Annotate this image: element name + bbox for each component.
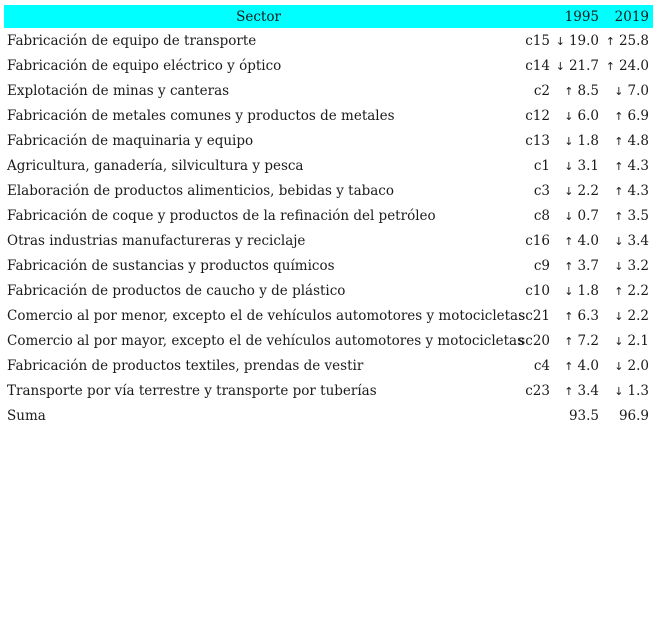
trend-arrow-icon: ↑	[614, 109, 624, 123]
value-1995-number: 2.2	[577, 182, 599, 199]
value-2019	[603, 203, 653, 228]
trend-arrow-icon: ↑	[605, 34, 615, 48]
sector-name: Fabricación de productos textiles, prendas de vestir	[7, 357, 364, 374]
sector-code: sc21	[518, 307, 550, 324]
table-row	[4, 153, 653, 178]
sector-name: Elaboración de productos alimenticios, bebidas y tabaco	[7, 182, 394, 199]
table-row	[4, 203, 653, 228]
sector-code: c12	[525, 107, 550, 124]
value-2019-number: 2.1	[627, 332, 649, 349]
value-2019	[603, 28, 653, 53]
table-body	[4, 28, 653, 428]
value-1995-number: 6.3	[577, 307, 599, 324]
value-1995	[554, 253, 603, 278]
sector-name: Fabricación de sustancias y productos químicos	[7, 257, 335, 274]
value-2019-number: 3.5	[627, 207, 649, 224]
total-code	[513, 403, 554, 428]
trend-arrow-icon: ↑	[614, 134, 624, 148]
value-1995	[554, 28, 603, 53]
value-2019	[603, 253, 653, 278]
value-1995-number: 3.1	[577, 157, 599, 174]
sector-name: Explotación de minas y canteras	[7, 82, 230, 99]
trend-arrow-icon: ↑	[564, 259, 574, 273]
sector-name: Otras industrias manufactureras y reciclaje	[7, 232, 306, 249]
value-1995	[554, 328, 603, 353]
sector-name: Fabricación de metales comunes y productos de metales	[7, 107, 395, 124]
total-label: Suma	[7, 407, 46, 424]
sector-code: c8	[533, 207, 550, 224]
sector-code: c3	[533, 182, 550, 199]
sector-name: Comercio al por mayor, excepto el de vehículos automotores y motocicletas	[7, 332, 525, 349]
value-1995-number: 4.0	[577, 357, 599, 374]
trend-arrow-icon: ↑	[614, 209, 624, 223]
value-1995	[554, 378, 603, 403]
sector-code: c1	[533, 157, 550, 174]
value-2019-number: 25.8	[618, 32, 649, 49]
value-2019-number: 1.3	[627, 382, 649, 399]
value-2019	[603, 153, 653, 178]
sector-name: Comercio al por menor, excepto el de vehículos automotores y motocicletas	[7, 307, 526, 324]
trend-arrow-icon: ↓	[555, 59, 565, 73]
value-2019	[603, 353, 653, 378]
value-2019-number: 4.3	[627, 157, 649, 174]
sector-code: c9	[533, 257, 550, 274]
trend-arrow-icon: ↑	[564, 234, 574, 248]
value-2019-number: 2.2	[627, 282, 649, 299]
value-2019	[603, 303, 653, 328]
value-2019-number: 7.0	[627, 82, 649, 99]
trend-arrow-icon: ↓	[564, 209, 574, 223]
header-year-2019: 2019	[614, 8, 649, 25]
value-1995-number: 3.7	[577, 257, 599, 274]
header-sector: Sector	[236, 8, 281, 25]
table-row	[4, 253, 653, 278]
value-1995-number: 19.0	[568, 32, 599, 49]
trend-arrow-icon: ↓	[614, 259, 624, 273]
trend-arrow-icon: ↓	[614, 359, 624, 373]
value-1995	[554, 153, 603, 178]
value-1995	[554, 278, 603, 303]
trend-arrow-icon: ↓	[564, 284, 574, 298]
value-1995	[554, 228, 603, 253]
header-year-1995: 1995	[564, 8, 599, 25]
table-row	[4, 53, 653, 78]
value-2019	[603, 78, 653, 103]
trend-arrow-icon: ↓	[564, 184, 574, 198]
total-row	[4, 403, 653, 428]
trend-arrow-icon: ↑	[564, 384, 574, 398]
value-1995	[554, 128, 603, 153]
table-row	[4, 278, 653, 303]
sector-table	[4, 5, 653, 428]
value-1995	[554, 103, 603, 128]
value-1995-number: 7.2	[577, 332, 599, 349]
sector-code: c10	[525, 282, 550, 299]
trend-arrow-icon: ↑	[564, 309, 574, 323]
trend-arrow-icon: ↑	[614, 184, 624, 198]
value-2019-number: 4.3	[627, 182, 649, 199]
table-header-row	[4, 5, 653, 28]
table-row	[4, 353, 653, 378]
sector-table-container	[4, 5, 653, 428]
value-1995-number: 21.7	[568, 57, 599, 74]
trend-arrow-icon: ↑	[605, 59, 615, 73]
value-2019	[603, 278, 653, 303]
sector-code: c2	[533, 82, 550, 99]
trend-arrow-icon: ↑	[614, 159, 624, 173]
total-2019: 96.9	[618, 407, 649, 424]
table-row	[4, 328, 653, 353]
value-2019-number: 4.8	[627, 132, 649, 149]
value-1995-number: 8.5	[577, 82, 599, 99]
value-1995	[554, 303, 603, 328]
table-row	[4, 178, 653, 203]
sector-code: sc20	[518, 332, 550, 349]
sector-code: c15	[525, 32, 550, 49]
table-row	[4, 103, 653, 128]
trend-arrow-icon: ↑	[564, 359, 574, 373]
value-1995-number: 1.8	[577, 132, 599, 149]
value-2019-number: 3.2	[627, 257, 649, 274]
trend-arrow-icon: ↓	[614, 384, 624, 398]
sector-code: c4	[533, 357, 550, 374]
value-2019	[603, 103, 653, 128]
trend-arrow-icon: ↑	[614, 284, 624, 298]
value-2019	[603, 378, 653, 403]
table-row	[4, 303, 653, 328]
value-1995	[554, 203, 603, 228]
trend-arrow-icon: ↓	[614, 84, 624, 98]
value-1995-number: 0.7	[577, 207, 599, 224]
sector-code: c16	[525, 232, 550, 249]
value-2019-number: 2.2	[627, 307, 649, 324]
trend-arrow-icon: ↓	[564, 134, 574, 148]
sector-code: c23	[525, 382, 550, 399]
table-row	[4, 378, 653, 403]
sector-name: Fabricación de maquinaria y equipo	[7, 132, 254, 149]
value-2019-number: 2.0	[627, 357, 649, 374]
sector-name: Transporte por vía terrestre y transporte por tuberías	[7, 382, 377, 399]
value-2019-number: 24.0	[618, 57, 649, 74]
sector-name: Agricultura, ganadería, silvicultura y pesca	[7, 157, 304, 174]
trend-arrow-icon: ↓	[564, 159, 574, 173]
value-1995	[554, 178, 603, 203]
sector-name: Fabricación de equipo eléctrico y óptico	[7, 57, 282, 74]
value-2019	[603, 178, 653, 203]
trend-arrow-icon: ↓	[564, 109, 574, 123]
value-1995-number: 3.4	[577, 382, 599, 399]
value-2019	[603, 128, 653, 153]
header-code	[513, 5, 554, 28]
table-row	[4, 128, 653, 153]
value-1995-number: 4.0	[577, 232, 599, 249]
sector-name: Fabricación de productos de caucho y de plástico	[7, 282, 346, 299]
value-2019-number: 3.4	[627, 232, 649, 249]
trend-arrow-icon: ↓	[614, 234, 624, 248]
value-1995-number: 6.0	[577, 107, 599, 124]
trend-arrow-icon: ↑	[564, 334, 574, 348]
value-1995	[554, 353, 603, 378]
table-row	[4, 28, 653, 53]
value-2019	[603, 53, 653, 78]
table-row	[4, 228, 653, 253]
value-1995	[554, 78, 603, 103]
value-2019-number: 6.9	[627, 107, 649, 124]
value-1995-number: 1.8	[577, 282, 599, 299]
sector-code: c13	[525, 132, 550, 149]
sector-name: Fabricación de coque y productos de la refinación del petróleo	[7, 207, 436, 224]
value-1995	[554, 53, 603, 78]
value-2019	[603, 328, 653, 353]
trend-arrow-icon: ↓	[555, 34, 565, 48]
trend-arrow-icon: ↓	[614, 334, 624, 348]
trend-arrow-icon: ↓	[614, 309, 624, 323]
value-2019	[603, 228, 653, 253]
table-row	[4, 78, 653, 103]
sector-name: Fabricación de equipo de transporte	[7, 32, 257, 49]
trend-arrow-icon: ↑	[564, 84, 574, 98]
total-1995: 93.5	[568, 407, 599, 424]
sector-code: c14	[525, 57, 550, 74]
